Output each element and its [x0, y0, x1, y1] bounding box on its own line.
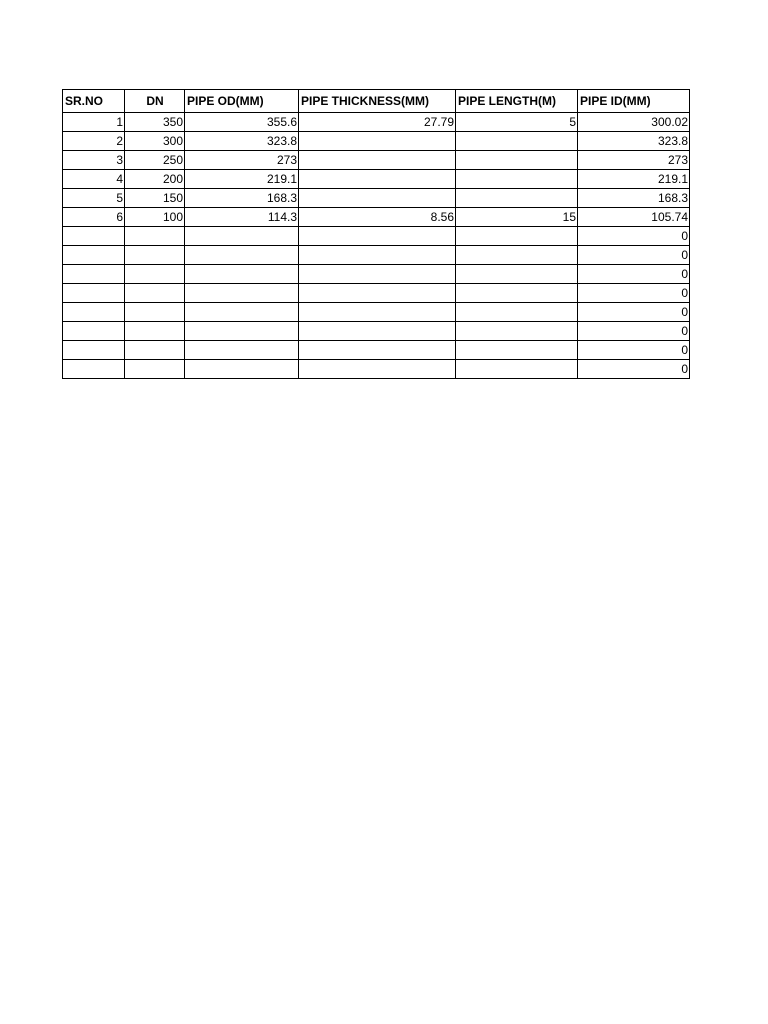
header-row — [63, 90, 690, 113]
pipe-thickness-cell — [299, 246, 456, 265]
table-row — [63, 227, 690, 246]
pipe-od-cell — [185, 303, 299, 322]
pipe-thickness-cell — [299, 151, 456, 170]
pipe-od-cell — [185, 227, 299, 246]
dn-cell — [125, 322, 185, 341]
dn-cell — [125, 284, 185, 303]
pipe-thickness-cell: 8.56 — [299, 208, 456, 227]
pipe-length-cell — [456, 322, 578, 341]
table-row — [63, 151, 690, 170]
pipe-length-cell — [456, 341, 578, 360]
pipe-thickness-cell: 27.79 — [299, 113, 456, 132]
pipe-length-cell — [456, 189, 578, 208]
sr-no-cell: 6 — [63, 208, 125, 227]
pipe-id-cell: 0 — [578, 246, 690, 265]
sr-no-cell — [63, 322, 125, 341]
pipe-length-cell — [456, 151, 578, 170]
pipe-length-cell — [456, 132, 578, 151]
pipe-length-cell — [456, 246, 578, 265]
pipe-id-cell: 323.8 — [578, 132, 690, 151]
table-row — [63, 208, 690, 227]
table-row — [63, 170, 690, 189]
table-body — [63, 113, 690, 379]
pipe-id-cell: 0 — [578, 265, 690, 284]
pipe-length-cell — [456, 265, 578, 284]
dn-cell — [125, 227, 185, 246]
table-row — [63, 322, 690, 341]
sr-no-cell — [63, 227, 125, 246]
pipe-od-cell: 323.8 — [185, 132, 299, 151]
sr-no-cell — [63, 303, 125, 322]
pipe-id-cell: 0 — [578, 303, 690, 322]
table-row — [63, 132, 690, 151]
pipe-id-cell: 0 — [578, 341, 690, 360]
pipe-od-cell — [185, 265, 299, 284]
table-row — [63, 189, 690, 208]
pipe-od-cell — [185, 341, 299, 360]
sr-no-cell: 5 — [63, 189, 125, 208]
sr-no-cell: 1 — [63, 113, 125, 132]
pipe-od-cell: 114.3 — [185, 208, 299, 227]
pipe-od-cell — [185, 284, 299, 303]
pipe-id-cell: 0 — [578, 227, 690, 246]
pipe-od-cell — [185, 360, 299, 379]
dn-cell: 200 — [125, 170, 185, 189]
dn-cell: 150 — [125, 189, 185, 208]
header-pipe-od: PIPE OD(MM) — [185, 90, 299, 113]
dn-cell: 250 — [125, 151, 185, 170]
pipe-thickness-cell — [299, 265, 456, 284]
table-row — [63, 265, 690, 284]
dn-cell — [125, 246, 185, 265]
pipe-thickness-cell — [299, 322, 456, 341]
table-row — [63, 284, 690, 303]
pipe-od-cell: 168.3 — [185, 189, 299, 208]
dn-cell: 350 — [125, 113, 185, 132]
pipe-length-cell — [456, 284, 578, 303]
pipe-thickness-cell — [299, 170, 456, 189]
pipe-id-cell: 219.1 — [578, 170, 690, 189]
pipe-id-cell: 168.3 — [578, 189, 690, 208]
pipe-thickness-cell — [299, 189, 456, 208]
table-row — [63, 113, 690, 132]
pipe-length-cell — [456, 227, 578, 246]
dn-cell — [125, 341, 185, 360]
pipe-thickness-cell — [299, 341, 456, 360]
pipe-id-cell: 273 — [578, 151, 690, 170]
pipe-id-cell: 105.74 — [578, 208, 690, 227]
pipe-od-cell — [185, 322, 299, 341]
pipe-thickness-cell — [299, 303, 456, 322]
header-pipe-thickness: PIPE THICKNESS(MM) — [299, 90, 456, 113]
pipe-od-cell: 355.6 — [185, 113, 299, 132]
pipe-od-cell: 219.1 — [185, 170, 299, 189]
pipe-od-cell: 273 — [185, 151, 299, 170]
sr-no-cell: 2 — [63, 132, 125, 151]
pipe-od-cell — [185, 246, 299, 265]
pipe-length-cell — [456, 170, 578, 189]
dn-cell: 100 — [125, 208, 185, 227]
pipe-thickness-cell — [299, 284, 456, 303]
pipe-id-cell: 0 — [578, 322, 690, 341]
header-pipe-id: PIPE ID(MM) — [578, 90, 690, 113]
dn-cell — [125, 360, 185, 379]
sr-no-cell — [63, 341, 125, 360]
pipe-table — [62, 89, 690, 379]
sr-no-cell — [63, 284, 125, 303]
header-sr-no: SR.NO — [63, 90, 125, 113]
pipe-thickness-cell — [299, 360, 456, 379]
pipe-id-cell: 0 — [578, 360, 690, 379]
pipe-thickness-cell — [299, 132, 456, 151]
table-row — [63, 246, 690, 265]
pipe-id-cell: 300.02 — [578, 113, 690, 132]
sr-no-cell: 4 — [63, 170, 125, 189]
pipe-length-cell — [456, 360, 578, 379]
sr-no-cell: 3 — [63, 151, 125, 170]
table-row — [63, 360, 690, 379]
sr-no-cell — [63, 360, 125, 379]
pipe-length-cell — [456, 303, 578, 322]
pipe-id-cell: 0 — [578, 284, 690, 303]
dn-cell: 300 — [125, 132, 185, 151]
sr-no-cell — [63, 265, 125, 284]
dn-cell — [125, 265, 185, 284]
header-dn: DN — [125, 90, 185, 113]
pipe-length-cell: 5 — [456, 113, 578, 132]
table-row — [63, 341, 690, 360]
pipe-length-cell: 15 — [456, 208, 578, 227]
dn-cell — [125, 303, 185, 322]
header-pipe-length: PIPE LENGTH(M) — [456, 90, 578, 113]
table-row — [63, 303, 690, 322]
sr-no-cell — [63, 246, 125, 265]
pipe-thickness-cell — [299, 227, 456, 246]
